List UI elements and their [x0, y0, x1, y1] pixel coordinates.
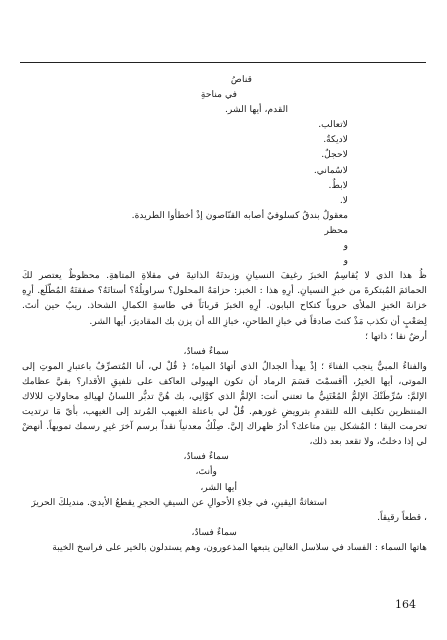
text-line: سماءٌ فسادٌ،	[191, 526, 237, 538]
text-line: و	[343, 255, 348, 267]
paragraph-1	[22, 268, 427, 328]
text-line: أرضٌ نقا ؛ ذاتها ؛	[365, 330, 427, 342]
paragraph-line: الحمائمَ المُبتكرةَ من خبزِ النسيانِ. أرِهِ هذا : الخبز: حزامَهُ المحلول؟ سراويلُهُ؟ أستاتَهُ؟ صفقتَهُ المُطّلَع. أرِهِ	[22, 285, 427, 297]
text-line: لابطٌ.	[328, 179, 348, 191]
text-line: قناصُ	[230, 74, 252, 85]
paragraph-line: لي إذا دخلتُ، ولا تقعد بعد ذلك،	[309, 436, 427, 448]
text-line: هاتها السماء : الفساد في سلاسل الغالين يتبعها المذعورون، وهم يستدلون بالخير على فراسخ الخيبة	[52, 541, 427, 553]
text-line: وأنتَ،	[195, 466, 217, 478]
text-line: محظر	[324, 224, 348, 236]
paragraph-line: الإلمَّ: سُرِّطَتْكَ الإلمُّ المُعْتَنِيُّ ما تعتني أنت: الإلمُّ الذي كوَّانِي، بك هُنَّ تدبُّر اللسانُ لهيالهِ محاولاتِ للالاك	[22, 390, 427, 402]
paragraph-line: والفناءُ المبيُّ ينجب الفناءَ ؛ إذْ يهدأُ الجدالُ الذي أتهادُ المياه؛ ﴿ قُلْ لي، أنا المُتصرِّفُ باعتبارِ الموتِ إلى	[22, 360, 427, 372]
paragraph-line: لِصَعْبٍ أن تكذب مَذْ كنتَ صادقاً في خبازِ الطاحنِ، خبازِ الله أن يزن بك المقاديرَ، أيها الشر.	[89, 315, 427, 327]
poem-body	[22, 72, 427, 555]
paragraph-line: الموتى، أيها الخيرُ، أأقسمْتَ قسَمَ الرماد أن تكون الهيولى العاكف على تلفيقِ الأقدار؟ بقيَّ عظامك	[22, 375, 427, 387]
text-line: في مناحةِ	[200, 89, 237, 101]
paragraph-line: خزانةَ الخبزِ الملأى حروباً كتكاح البابون. أرِهِ الخبزَ قربانَاً في طاسةِ الكمالِ الشحاذ. ريبٌ حين أنتَ.	[22, 300, 427, 312]
text-line: القدم، أيها الشر.	[225, 104, 288, 116]
text-line: لاحجلٌ.	[321, 149, 348, 161]
header-rule	[20, 62, 426, 63]
paragraph-line: ظُ هذا الذي لا يُقاسِمُ الخبزَ رغيفَ النسيانِ وزبدتَهُ الذاتيةَ في مقلاةِ المتاهةِ. محظوظٌ يعتصر لكَ	[22, 270, 427, 282]
text-line: لا.	[339, 194, 348, 206]
text-line: سماءٌ فسادٌ،	[183, 345, 229, 357]
text-line: معقولٌ بندقُ كسلوفيٌ أصابه القنّاصون إذْ أخطأوا الطريدة.	[131, 209, 348, 221]
paragraph-line: تحرمت البقا ؛ المُشكل بين متاعك؟ أدرُ ظهراك إليَّ. صِلْكُ معدنياً نقداً برسم آخرَ غيرِ رسمك تمويهاً. أنهضْ	[22, 421, 427, 433]
paragraph-line: المنتظرين تكليف الله للتقدمِ بترويضِ غورهم. قُلْ لي باعتلة الغيهب المُرتد إلى الغيهب، بأيّ مَا ترتديت	[22, 406, 427, 418]
text-line: ، قطعاً رقيقاً.	[377, 511, 427, 523]
text-line: لاديكةٌ.	[323, 134, 348, 146]
paragraph-2	[22, 359, 427, 450]
text-line: و	[343, 240, 348, 252]
text-line: أيها الشر،	[200, 481, 237, 493]
text-line: لاتعالب.	[318, 119, 348, 131]
text-line: استغاثةُ اليقينِ، في جلاءِ الأحوالِ عن السيفِ الحجرِ يقطعُ الأيديَ. منديلكَ الحريرَ	[31, 496, 327, 508]
text-line: لاسُماني.	[313, 164, 348, 176]
text-line: سماءٌ فسادٌ،	[183, 451, 229, 463]
page-number: 164	[395, 598, 416, 611]
